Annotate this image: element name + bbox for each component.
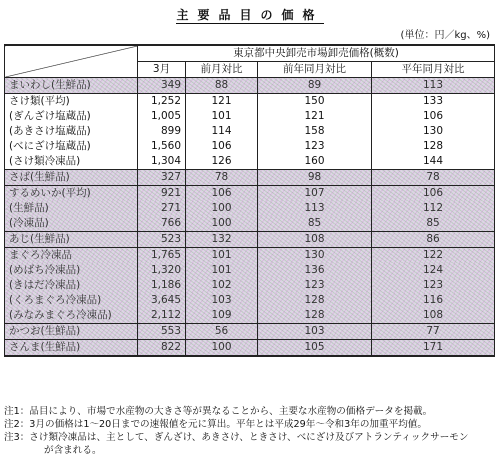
table-row [5, 278, 495, 293]
prev-month-ratio-cell: 109 [186, 308, 258, 324]
item-name-cell: (ぎんざけ塩蔵品) [5, 109, 138, 124]
item-name-cell: (きはだ冷凍品) [5, 278, 138, 293]
item-name-cell: (あきさけ塩蔵品) [5, 124, 138, 139]
footnote-1: 注1：品目により、市場で水産物の大きさ等が異なることから、主要な水産物の価格データを掲載。 [4, 406, 433, 417]
table-row [5, 248, 495, 264]
normal-year-ratio-cell: 108 [372, 308, 495, 324]
normal-year-ratio-cell: 133 [372, 94, 495, 110]
table-row [5, 293, 495, 308]
item-name-cell: (めばち冷凍品) [5, 263, 138, 278]
normal-year-ratio-cell: 128 [372, 139, 495, 154]
item-name-cell: (べにざけ塩蔵品) [5, 139, 138, 154]
normal-year-ratio-cell: 113 [372, 78, 495, 94]
item-name-cell: まぐろ冷凍品 [5, 248, 138, 264]
prev-year-ratio-cell: 105 [258, 340, 372, 357]
table-row [5, 109, 495, 124]
item-name-cell: さんま(生鮮品) [5, 340, 138, 357]
prev-year-ratio-cell: 150 [258, 94, 372, 110]
item-name-cell: さけ類(平均) [5, 94, 138, 110]
normal-year-ratio-cell: 77 [372, 324, 495, 340]
table-row [5, 324, 495, 340]
prev-year-ratio-cell: 89 [258, 78, 372, 94]
footnote-3-continued: が含まれる。 [44, 445, 102, 456]
prev-year-ratio-cell: 130 [258, 248, 372, 264]
table-row [5, 216, 495, 232]
table-row [5, 340, 495, 357]
prev-year-ratio-cell: 128 [258, 293, 372, 308]
prev-year-ratio-cell: 85 [258, 216, 372, 232]
prev-month-ratio-cell: 102 [186, 278, 258, 293]
prev-year-ratio-cell: 113 [258, 201, 372, 216]
price-table [4, 44, 495, 357]
price-cell: 899 [138, 124, 186, 139]
prev-month-ratio-cell: 78 [186, 170, 258, 186]
prev-year-ratio-cell: 128 [258, 308, 372, 324]
table-row [5, 154, 495, 170]
prev-year-ratio-cell: 123 [258, 278, 372, 293]
prev-month-ratio-cell: 101 [186, 263, 258, 278]
prev-month-ratio-cell: 100 [186, 201, 258, 216]
prev-month-ratio-cell: 101 [186, 109, 258, 124]
normal-year-ratio-cell: 171 [372, 340, 495, 357]
prev-year-ratio-cell: 103 [258, 324, 372, 340]
prev-year-ratio-cell: 98 [258, 170, 372, 186]
prev-month-ratio-cell: 106 [186, 139, 258, 154]
prev-year-ratio-cell: 121 [258, 109, 372, 124]
price-cell: 766 [138, 216, 186, 232]
item-name-cell: するめいか(平均) [5, 186, 138, 202]
document-title: 主要品目の価格 [176, 8, 324, 22]
table-header-row [5, 45, 495, 62]
prev-month-ratio-cell: 126 [186, 154, 258, 170]
prev-month-ratio-cell: 88 [186, 78, 258, 94]
prev-year-ratio-cell: 160 [258, 154, 372, 170]
normal-year-ratio-cell: 106 [372, 109, 495, 124]
normal-year-ratio-cell: 106 [372, 186, 495, 202]
price-cell: 1,186 [138, 278, 186, 293]
normal-year-ratio-cell: 112 [372, 201, 495, 216]
column-header-normal-year: 平年同月対比 [372, 62, 495, 78]
column-header-prev-month: 前月対比 [186, 62, 258, 78]
price-cell: 523 [138, 232, 186, 248]
table-row [5, 263, 495, 278]
table-row [5, 124, 495, 139]
table-row [5, 308, 495, 324]
table-row [5, 186, 495, 202]
price-cell: 3,645 [138, 293, 186, 308]
price-cell: 1,304 [138, 154, 186, 170]
price-cell: 1,005 [138, 109, 186, 124]
unit-label: (単位：円／kg、%) [400, 30, 490, 41]
item-name-cell: さば(生鮮品) [5, 170, 138, 186]
normal-year-ratio-cell: 78 [372, 170, 495, 186]
item-name-cell: (みなみまぐろ冷凍品) [5, 308, 138, 324]
prev-month-ratio-cell: 132 [186, 232, 258, 248]
footnote-3: 注3：さけ類冷凍品は、主として、ぎんざけ、あきさけ、ときさけ、べにざけ及びアトランティックサーモン [4, 432, 469, 443]
item-name-cell: まいわし(生鮮品) [5, 78, 138, 94]
table-row [5, 139, 495, 154]
item-name-cell: (さけ類冷凍品) [5, 154, 138, 170]
normal-year-ratio-cell: 144 [372, 154, 495, 170]
item-name-cell: (生鮮品) [5, 201, 138, 216]
table-row [5, 78, 495, 94]
prev-month-ratio-cell: 56 [186, 324, 258, 340]
item-name-cell: (くろまぐろ冷凍品) [5, 293, 138, 308]
item-name-cell: あじ(生鮮品) [5, 232, 138, 248]
normal-year-ratio-cell: 85 [372, 216, 495, 232]
prev-month-ratio-cell: 103 [186, 293, 258, 308]
price-cell: 1,252 [138, 94, 186, 110]
prev-year-ratio-cell: 123 [258, 139, 372, 154]
prev-month-ratio-cell: 114 [186, 124, 258, 139]
price-cell: 553 [138, 324, 186, 340]
price-cell: 1,560 [138, 139, 186, 154]
price-cell: 2,112 [138, 308, 186, 324]
prev-year-ratio-cell: 158 [258, 124, 372, 139]
group-header: 東京都中央卸売市場卸売価格(概数) [138, 45, 495, 62]
normal-year-ratio-cell: 123 [372, 278, 495, 293]
normal-year-ratio-cell: 122 [372, 248, 495, 264]
prev-month-ratio-cell: 121 [186, 94, 258, 110]
price-cell: 1,320 [138, 263, 186, 278]
price-cell: 1,765 [138, 248, 186, 264]
table-row [5, 201, 495, 216]
column-header-month: 3月 [138, 62, 186, 78]
prev-month-ratio-cell: 106 [186, 186, 258, 202]
footnote-2: 注2：3月の価格は1～20日までの速報値を元に算出。平年とは平成29年～令和3年の加重平均値。 [4, 419, 427, 430]
price-cell: 921 [138, 186, 186, 202]
prev-month-ratio-cell: 100 [186, 216, 258, 232]
prev-month-ratio-cell: 101 [186, 248, 258, 264]
table-row [5, 232, 495, 248]
prev-year-ratio-cell: 107 [258, 186, 372, 202]
normal-year-ratio-cell: 86 [372, 232, 495, 248]
price-cell: 822 [138, 340, 186, 357]
normal-year-ratio-cell: 130 [372, 124, 495, 139]
item-name-cell: かつお(生鮮品) [5, 324, 138, 340]
prev-year-ratio-cell: 108 [258, 232, 372, 248]
table-row [5, 94, 495, 110]
table-row [5, 170, 495, 186]
diagonal-corner-cell [5, 45, 138, 78]
item-name-cell: (冷凍品) [5, 216, 138, 232]
prev-month-ratio-cell: 100 [186, 340, 258, 357]
normal-year-ratio-cell: 116 [372, 293, 495, 308]
column-header-prev-year: 前年同月対比 [258, 62, 372, 78]
price-cell: 327 [138, 170, 186, 186]
price-cell: 349 [138, 78, 186, 94]
normal-year-ratio-cell: 124 [372, 263, 495, 278]
footnotes [4, 405, 496, 457]
price-cell: 271 [138, 201, 186, 216]
prev-year-ratio-cell: 136 [258, 263, 372, 278]
